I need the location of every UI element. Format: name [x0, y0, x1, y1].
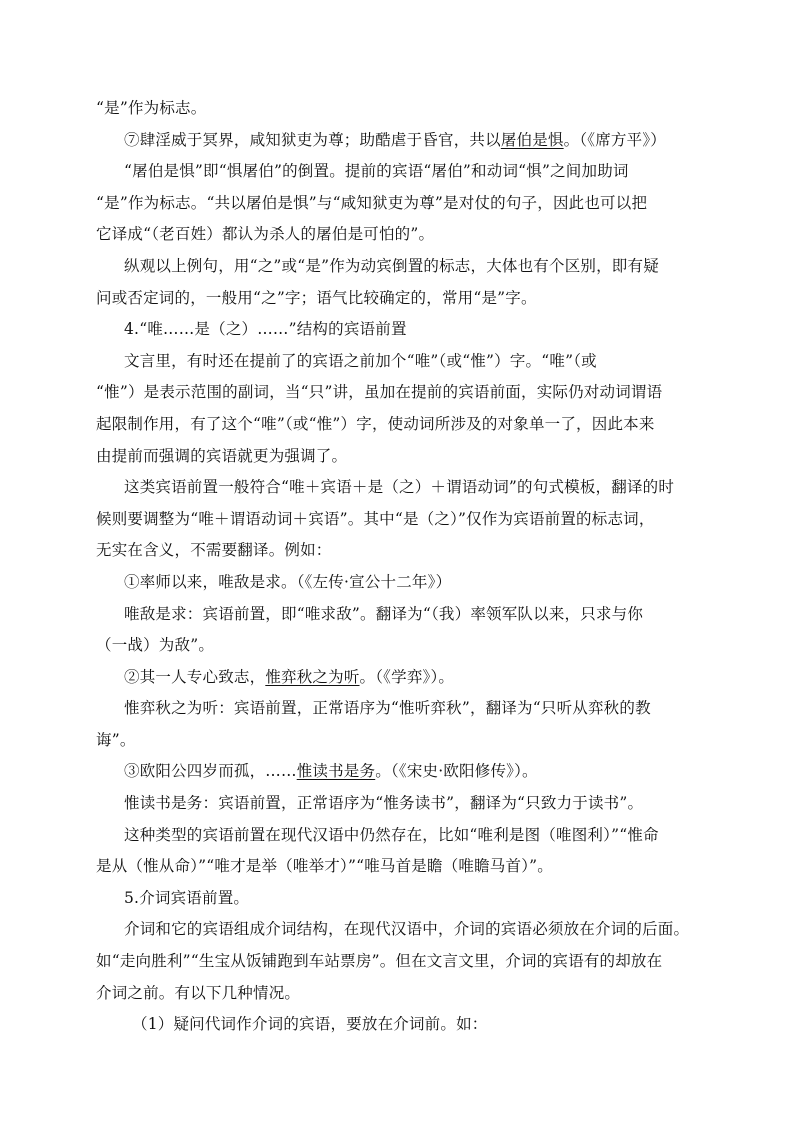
underlined-phrase: 屠伯是惧 — [500, 130, 564, 149]
text-line — [96, 946, 711, 978]
text-line — [96, 441, 711, 473]
text-line — [96, 599, 711, 631]
text-segment: “惟”）是表示范围的副词，当“只”讲，虽加在提前的宾语前面，实际仍对动词谓语 — [96, 383, 663, 402]
text-segment: 介词之前。有以下几种情况。 — [96, 983, 301, 1002]
text-segment: 介词和它的宾语组成介词结构，在现代汉语中，介词的宾语必须放在介词的后面。 — [124, 920, 690, 939]
text-segment: ③欧阳公四岁而孤，…… — [124, 762, 297, 781]
text-line — [96, 883, 711, 915]
text-line — [96, 788, 711, 820]
text-segment: 这种类型的宾语前置在现代汉语中仍然存在，比如“唯利是图（唯图利）”“惟命 — [124, 825, 659, 844]
text-segment: 它译成“（老百姓）都认为杀人的屠伯是可怕的”。 — [96, 225, 435, 244]
text-line — [96, 851, 711, 883]
text-segment: 如“走向胜利”“生宝从饭铺跑到车站票房”。但在文言文里，介词的宾语有的却放在 — [96, 952, 663, 971]
text-line — [96, 283, 711, 315]
text-line — [96, 820, 711, 852]
text-line — [96, 693, 711, 725]
text-segment: 惟弈秋之为听：宾语前置，正常语序为“惟听弈秋”，翻译为“只听从弈秋的教 — [124, 699, 651, 718]
text-segment: “是”作为标志。“共以屠伯是惧”与“咸知狱吏为尊”是对仗的句子，因此也可以把 — [96, 193, 648, 212]
text-line — [96, 662, 711, 694]
text-segment: “屠伯是惧”即“惧屠伯”的倒置。提前的宾语“屠伯”和动词“惧”之间加助词 — [124, 162, 629, 181]
text-segment: 5.介词宾语前置。 — [124, 888, 250, 907]
text-segment: ⑦肆淫威于冥界，咸知狱吏为尊；助酷虐于昏官，共以 — [124, 130, 501, 149]
text-line — [96, 914, 711, 946]
text-segment: 唯敌是求：宾语前置，即“唯求敌”。翻译为“（我）率领军队以来，只求与你 — [124, 604, 644, 623]
text-line — [96, 346, 711, 378]
text-segment: “是”作为标志。 — [96, 99, 207, 117]
underlined-phrase: 惟弈秋之为听 — [265, 667, 360, 686]
text-segment: （一战）为敌”。 — [96, 636, 215, 655]
text-line — [96, 1009, 711, 1041]
text-segment: 纵观以上例句，用“之”或“是”作为动宾倒置的标志，大体也有个区别，即有疑 — [124, 256, 659, 275]
text-line — [96, 314, 711, 346]
text-line — [96, 125, 711, 157]
text-segment: 无实在含义，不需要翻译。例如： — [96, 541, 332, 560]
text-segment: 文言里，有时还在提前了的宾语之前加个“唯”（或“惟”）字。“唯”（或 — [124, 351, 597, 370]
underlined-phrase: 惟读书是务 — [296, 762, 376, 781]
text-line — [96, 725, 711, 757]
text-segment: 由提前而强调的宾语就更为强调了。 — [96, 446, 348, 465]
text-line — [96, 756, 711, 788]
text-segment: 4.“唯……是（之）……”结构的宾语前置 — [124, 320, 407, 339]
text-line — [96, 377, 711, 409]
text-line — [96, 219, 711, 251]
text-segment: （1）疑问代词作介词的宾语，要放在介词前。如： — [132, 1015, 488, 1034]
text-segment: 诲”。 — [96, 730, 136, 749]
text-line — [96, 630, 711, 662]
text-segment: 惟读书是务：宾语前置，正常语序为“惟务读书”，翻译为“只致力于读书”。 — [124, 794, 644, 813]
text-line — [96, 504, 711, 536]
text-segment: ①率师以来，唯敌是求。（《左传·宣公十二年》） — [124, 572, 452, 591]
text-line — [96, 409, 711, 441]
text-segment: 。（《席方平》） — [563, 130, 666, 149]
text-segment: 是从（惟从命）”“唯才是举（唯举才）”“唯马首是瞻（唯瞻马首）”。 — [96, 857, 553, 876]
text-segment: 。（《学弈》）。 — [359, 667, 455, 686]
text-line — [96, 188, 711, 220]
text-segment: 问或否定词的，一般用“之”字；语气比较确定的，常用“是”字。 — [96, 288, 537, 307]
text-line — [96, 978, 711, 1010]
text-segment: 候则要调整为“唯＋谓语动词＋宾语”。其中“是（之）”仅作为宾语前置的标志词， — [96, 509, 655, 528]
text-line — [96, 251, 711, 283]
text-line — [96, 535, 711, 567]
body-text — [96, 93, 711, 1041]
text-line — [96, 567, 711, 599]
text-line — [96, 472, 711, 504]
text-segment: 这类宾语前置一般符合“唯＋宾语＋是（之）＋谓语动词”的句式模板，翻译的时 — [124, 478, 675, 497]
text-segment: 。（《宋史·欧阳修传》）。 — [375, 762, 538, 781]
text-line — [96, 156, 711, 188]
text-line — [96, 93, 711, 125]
text-segment: ②其一人专心致志， — [124, 667, 266, 686]
text-segment: 起限制作用，有了这个“唯”（或“惟”）字，使动词所涉及的对象单一了，因此本来 — [96, 414, 655, 433]
